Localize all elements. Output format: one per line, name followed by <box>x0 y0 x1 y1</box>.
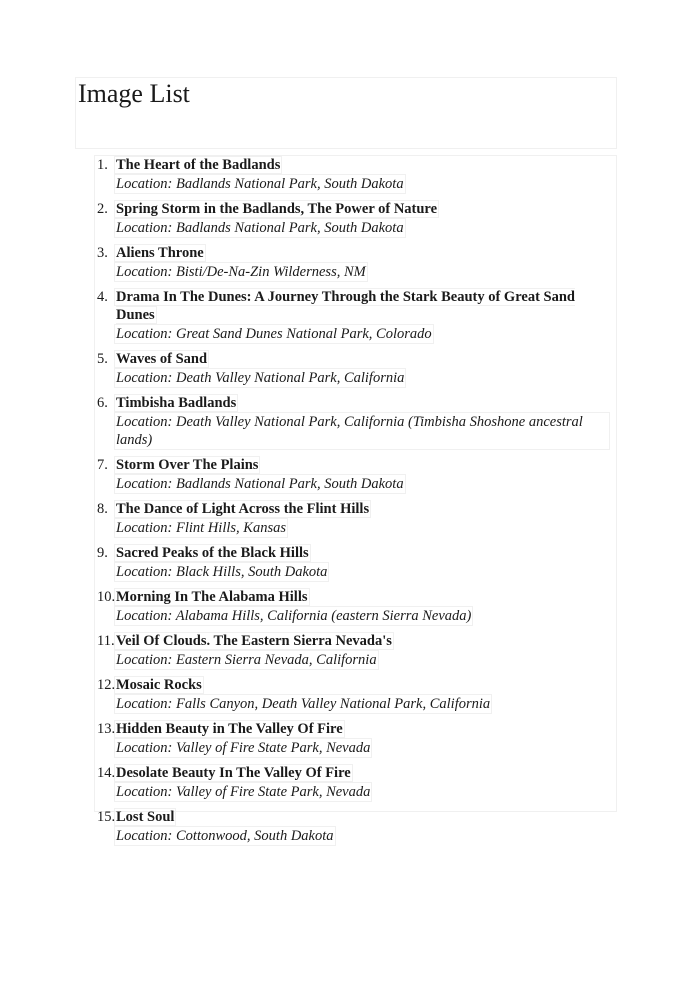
item-title[interactable]: Desolate Beauty In The Valley Of Fire <box>116 765 351 781</box>
list-item <box>95 720 616 758</box>
item-number: 5. <box>97 351 108 367</box>
item-title[interactable]: Storm Over The Plains <box>116 457 259 473</box>
item-location: Location: Badlands National Park, South Dakota <box>116 476 404 492</box>
item-number: 7. <box>97 457 108 473</box>
item-location: Location: Flint Hills, Kansas <box>116 520 286 536</box>
list-item <box>95 632 616 670</box>
item-title[interactable]: The Dance of Light Across the Flint Hills <box>116 501 370 517</box>
item-location: Location: Eastern Sierra Nevada, California <box>116 652 377 668</box>
item-title[interactable]: Spring Storm in the Badlands, The Power of Nature <box>116 201 438 217</box>
item-title[interactable]: Mosaic Rocks <box>116 677 202 693</box>
item-number: 6. <box>97 395 108 411</box>
list-item <box>95 544 616 582</box>
item-number: 12. <box>97 677 116 693</box>
list-item <box>95 350 616 388</box>
item-title[interactable]: The Heart of the Badlands <box>116 157 281 173</box>
item-title[interactable]: Lost Soul <box>116 809 175 825</box>
item-location: Location: Valley of Fire State Park, Nevada <box>116 784 371 800</box>
item-number: 1. <box>97 157 108 173</box>
list-item <box>95 808 616 846</box>
item-location: Location: Falls Canyon, Death Valley National Park, California <box>116 696 491 712</box>
list-item <box>95 588 616 626</box>
item-title[interactable]: Aliens Throne <box>116 245 204 261</box>
item-title[interactable]: Hidden Beauty in The Valley Of Fire <box>116 721 343 737</box>
item-title[interactable]: Veil Of Clouds. The Eastern Sierra Nevada's <box>116 633 392 649</box>
item-location: Location: Cottonwood, South Dakota <box>116 828 334 844</box>
item-location: Location: Alabama Hills, California (eastern Sierra Nevada) <box>116 608 472 624</box>
list-item <box>95 394 616 450</box>
item-number: 3. <box>97 245 108 261</box>
list-item <box>95 200 616 238</box>
list-item <box>95 456 616 494</box>
list-item <box>95 288 616 344</box>
item-title[interactable]: Drama In The Dunes: A Journey Through the Stark Beauty of Great Sand Dunes <box>116 289 575 323</box>
image-list-container <box>94 155 617 844</box>
item-number: 2. <box>97 201 108 217</box>
item-number: 13. <box>97 721 116 737</box>
item-location: Location: Death Valley National Park, California (Timbisha Shoshone ancestral lands) <box>114 412 610 450</box>
list-item <box>95 764 616 802</box>
page-header <box>75 77 617 149</box>
item-title[interactable]: Timbisha Badlands <box>116 395 237 411</box>
item-number: 4. <box>97 289 108 305</box>
item-location: Location: Black Hills, South Dakota <box>116 564 328 580</box>
item-number: 14. <box>97 765 116 781</box>
item-location: Location: Badlands National Park, South Dakota <box>116 220 404 236</box>
item-title[interactable]: Sacred Peaks of the Black Hills <box>116 545 309 561</box>
page-title: Image List <box>78 79 190 108</box>
item-number: 11. <box>97 633 115 649</box>
item-location: Location: Badlands National Park, South Dakota <box>116 176 404 192</box>
list-item <box>95 500 616 538</box>
item-number: 15. <box>97 809 116 825</box>
list-item <box>95 676 616 714</box>
list-item <box>95 244 616 282</box>
item-number: 9. <box>97 545 108 561</box>
item-location: Location: Bisti/De-Na-Zin Wilderness, NM <box>116 264 366 280</box>
item-location: Location: Death Valley National Park, California <box>116 370 405 386</box>
item-number: 10. <box>97 589 116 605</box>
item-title[interactable]: Waves of Sand <box>116 351 208 367</box>
item-number: 8. <box>97 501 108 517</box>
item-location: Location: Great Sand Dunes National Park, Colorado <box>116 326 432 342</box>
item-title[interactable]: Morning In The Alabama Hills <box>116 589 308 605</box>
list-item <box>95 156 616 194</box>
item-location: Location: Valley of Fire State Park, Nevada <box>116 740 371 756</box>
image-list <box>95 156 616 846</box>
